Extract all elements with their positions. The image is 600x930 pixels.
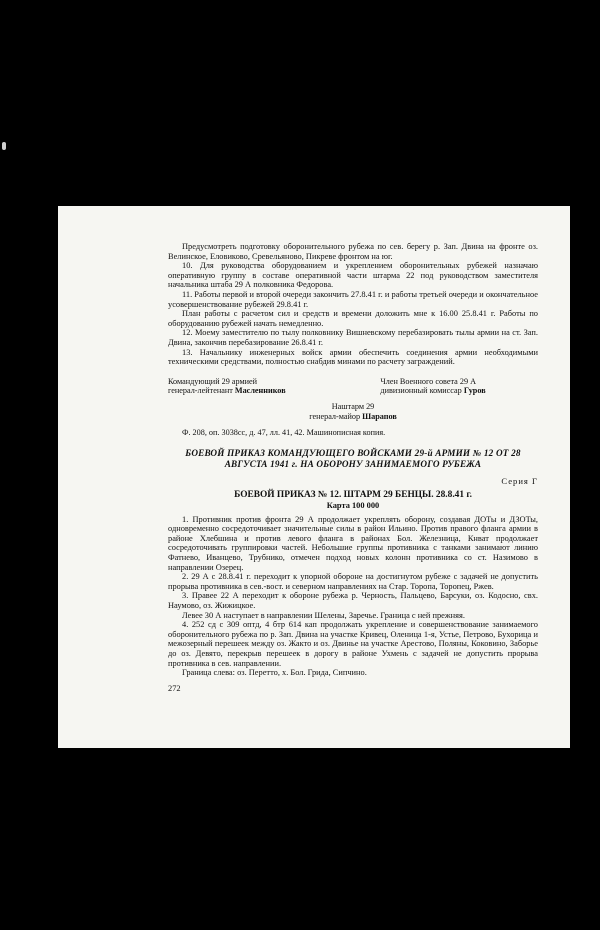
signature-name-line: [168, 412, 538, 422]
paragraph: План работы с расчетом сил и средств и времени доложить мне к 16.00 25.8.41 г. Работы по оборудованию рубежей начать немедленно.: [168, 309, 538, 328]
paragraph: 11. Работы первой и второй очереди закончить 27.8.41 г. и работы третьей очереди и окончательное усовершенствование рубежей 29.8.41 г.: [168, 289, 538, 309]
paragraph: Левее 30 А наступает в направлении Шелены, Заречье. Граница с ней прежняя.: [182, 610, 465, 620]
document-page: [58, 206, 570, 748]
page-number: 272: [168, 683, 181, 693]
signature-name: Гуров: [463, 386, 486, 396]
signature-title: Командующий 29 армией: [168, 376, 258, 386]
signature-center: [168, 402, 538, 421]
map-scale: Карта 100 000: [326, 500, 380, 510]
paragraph: 13. Начальнику инженерных войск армии обеспечить соединения армии необходимыми техническими средствами, полностью снабдив минами по расчету заграждений.: [168, 347, 538, 367]
paragraph: Предусмотреть подготовку оборонительного рубежа по сев. берегу р. Зап. Двина на фронте оз. Велинское, Еловиково, Сревельяново, Пикреве фронтом на юг.: [168, 242, 538, 261]
paragraph: 4. 252 сд с 309 оптд, 4 бтр 614 кап продолжать укрепление и совершенствование занимаемого оборонительного рубежа по р. Зап. Двина на участке Кривец, Оленица 1-я, Устье, Петрово, Бухорица и межозерный перешеек между оз. Жакто и оз. Двинье на участке Арестово, Поляны, Коковино, Заборье до оз. Девято, перекрыв перешеек в дорогу в районе Ухмень с задачей не допустить прорыва противника в сев. направлении.: [168, 620, 538, 668]
signature-name: Масленников: [234, 386, 286, 396]
paragraph: 2. 29 А с 28.8.41 г. переходит к упорной обороне на достигнутом рубеже с задачей не допустить прорыва противника в сев.-вост. и северном направлениях на Стар. Торопа, Торопец, Ржев.: [168, 572, 538, 591]
paragraph: 10. Для руководства оборудованием и укреплением оборонительных рубежей назначаю оперативную группу в составе оперативной части штарма 22 под руководством заместителя начальника штаба 29 А полковника Федорова.: [168, 261, 538, 290]
order-title: БОЕВОЙ ПРИКАЗ № 12. ШТАРМ 29 БЕНЦЫ. 28.8.41 г.: [234, 489, 472, 500]
signature-title: Наштарм 29: [331, 401, 375, 411]
paragraph: 12. Моему заместителю по тылу полковнику Вишневскому перебазировать тылы армии на ст. Зап. Двина, закончив перебазирование 26.8.41 г.: [168, 328, 538, 347]
scan-mark: [2, 142, 6, 150]
signature-rank: дивизионный комиссар: [380, 386, 464, 396]
signature-name-line: [380, 386, 538, 396]
signature-row: [168, 377, 538, 396]
signature-title: Член Военного совета 29 А: [380, 376, 477, 386]
signature-name: Шарапов: [362, 411, 397, 421]
signature-rank: генерал-лейтенант: [168, 386, 235, 396]
paragraph: 1. Противник против фронта 29 А продолжает укреплять оборону, создавая ДОТы и ДЗОТы, одновременно сосредоточивает значительные силы в район Ильино. Против правого фланга армии в районе Хлебшина и против левого фланга в районах Бол. Железница, Кнват продолжает сосредоточивать группировки частей. Небольшие группы противника с танками занимают линию Фатнево, Иванцево, Трубнико, отмечен подход новых колонн противника со ст. Назимово в направлении Озерец.: [168, 514, 538, 572]
paragraph: Граница слева: оз. Перетто, х. Бол. Грида, Сипчино.: [182, 668, 367, 678]
signature-name-line: [168, 386, 346, 396]
signature-rank: генерал-майор: [309, 411, 363, 421]
signature-left: [168, 377, 346, 396]
series-label: Серия Г: [501, 475, 538, 486]
document-heading: БОЕВОЙ ПРИКАЗ КОМАНДУЮЩЕГО ВОЙСКАМИ 29-й АРМИИ № 12 ОТ 28 АВГУСТА 1941 г. НА ОБОРОНУ ЗАНИМАЕМОГО РУБЕЖА: [185, 447, 521, 469]
paragraph: 3. Правее 22 А переходит к обороне рубежа р. Черность, Пальцево, Барсуки, оз. Кодосно, свх. Наумово, оз. Жижицкое.: [168, 591, 538, 611]
signature-right: [360, 377, 538, 396]
archive-reference: Ф. 208, оп. 3038сс, д. 47, лл. 41, 42. Машинописная копия.: [182, 428, 386, 438]
